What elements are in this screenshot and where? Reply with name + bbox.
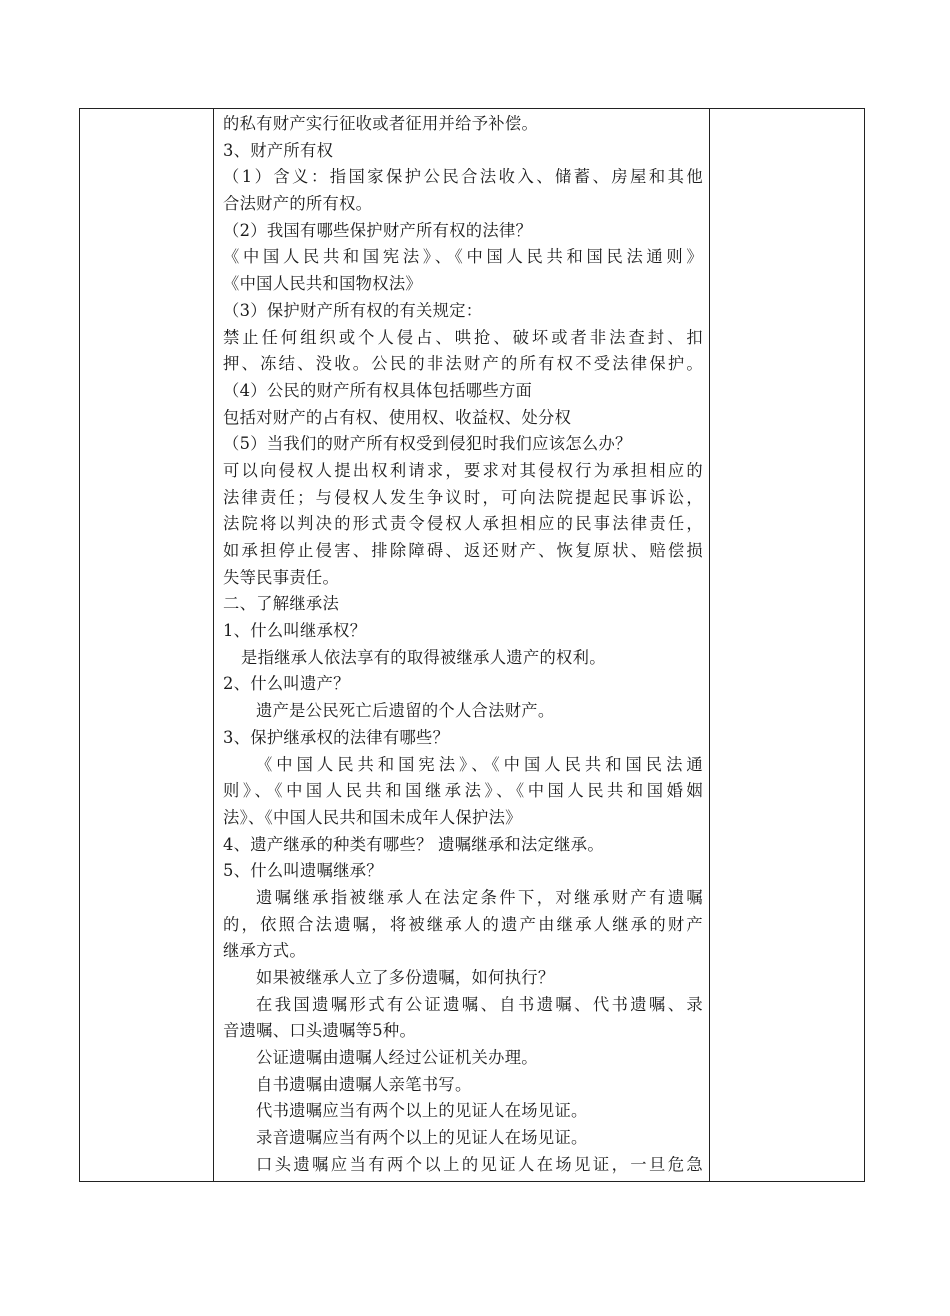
text-line: 的，依照合法遗嘱，将被继承人的遗产由继承人继承的财产 <box>223 914 703 934</box>
text-line: 2、什么叫遗产？ <box>223 674 350 694</box>
text-line: 遗嘱继承指被继承人在法定条件下，对继承财产有遗嘱 <box>256 887 703 907</box>
text-line: 口头遗嘱应当有两个以上的见证人在场见证，一旦危急 <box>256 1154 703 1174</box>
text-line: （3）保护财产所有权的有关规定： <box>223 300 483 320</box>
text-line: 可以向侵权人提出权利请求，要求对其侵权行为承担相应的 <box>223 460 703 480</box>
text-line: 法》、《中国人民共和国未成年人保护法》 <box>223 807 522 827</box>
text-line: 3、财产所有权 <box>223 140 334 160</box>
text-line: 1、什么叫继承权？ <box>223 621 367 641</box>
text-line: 《中国人民共和国宪法》、《中国人民共和国民法通则》 <box>223 247 703 267</box>
text-line: 在我国遗嘱形式有公证遗嘱、自书遗嘱、代书遗嘱、录 <box>256 994 703 1014</box>
text-line: 则》、《中国人民共和国继承法》、《中国人民共和国婚姻 <box>223 781 703 801</box>
main-text-column <box>223 111 703 1179</box>
text-line: 音遗嘱、口头遗嘱等5种。 <box>223 1021 417 1041</box>
text-line: 的私有财产实行征收或者征用并给予补偿。 <box>223 114 539 133</box>
text-line: 禁止任何组织或个人侵占、哄抢、破坏或者非法查封、扣 <box>223 327 703 347</box>
text-line: 自书遗嘱由遗嘱人亲笔书写。 <box>256 1074 472 1094</box>
text-line: （2）我国有哪些保护财产所有权的法律？ <box>223 220 533 240</box>
text-line: 包括对财产的占有权、使用权、收益权、处分权 <box>223 407 572 427</box>
text-line: 继承方式。 <box>223 941 306 961</box>
text-line: （1）含义：指国家保护公民合法收入、储蓄、房屋和其他 <box>223 167 703 187</box>
text-line: 二、了解继承法 <box>223 594 340 614</box>
column-divider-left <box>213 109 214 1181</box>
text-line: 代书遗嘱应当有两个以上的见证人在场见证。 <box>256 1101 588 1121</box>
text-line: 合法财产的所有权。 <box>223 194 373 214</box>
text-line: 3、保护继承权的法律有哪些？ <box>223 727 450 747</box>
document-table <box>79 108 865 1182</box>
text-line: 如承担停止侵害、排除障碍、返还财产、恢复原状、赔偿损 <box>223 541 703 560</box>
text-line: 是指继承人依法享有的取得被继承人遗产的权利。 <box>241 647 606 667</box>
text-line: 遗产是公民死亡后遗留的个人合法财产。 <box>256 701 555 721</box>
text-line: 失等民事责任。 <box>223 567 340 587</box>
text-line: 录音遗嘱应当有两个以上的见证人在场见证。 <box>256 1128 588 1148</box>
text-line: 如果被继承人立了多份遗嘱，如何执行？ <box>256 968 555 987</box>
text-line: （4）公民的财产所有权具体包括哪些方面 <box>223 380 533 400</box>
text-line: 法院将以判决的形式责令侵权人承担相应的民事法律责任， <box>223 514 703 534</box>
text-line: 5、什么叫遗嘱继承？ <box>223 861 383 881</box>
text-line: 押、冻结、没收。公民的非法财产的所有权不受法律保护。 <box>223 354 703 374</box>
text-line: 公证遗嘱由遗嘱人经过公证机关办理。 <box>256 1048 538 1068</box>
text-line: 《中国人民共和国物权法》 <box>223 274 422 294</box>
text-line: 《中国人民共和国宪法》、《中国人民共和国民法通 <box>256 754 703 774</box>
text-line: 4、遗产继承的种类有哪些？ 遗嘱继承和法定继承。 <box>223 834 604 854</box>
text-line: 法律责任；与侵权人发生争议时，可向法院提起民事诉讼， <box>223 487 703 507</box>
column-divider-right <box>709 109 710 1181</box>
text-line: （5）当我们的财产所有权受到侵犯时我们应该怎么办？ <box>223 434 632 454</box>
